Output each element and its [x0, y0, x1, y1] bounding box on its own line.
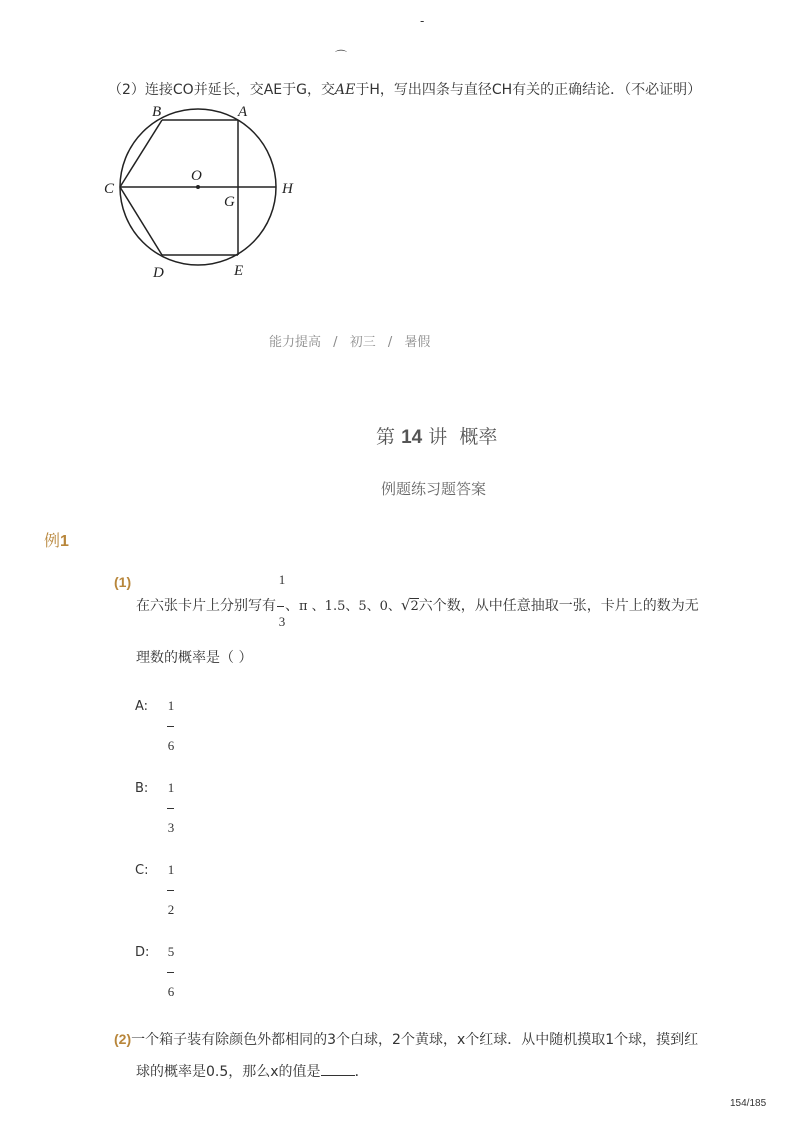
breadcrumb-item-1: 能力提高 — [269, 335, 322, 350]
option-d-denominator: 6 — [167, 984, 175, 999]
problem-1-line1 — [136, 595, 699, 615]
p1-text-c: 六个数，从中任意抽取一张，卡片上的数为无 — [418, 598, 699, 614]
problem-2-line2 — [136, 1061, 369, 1081]
lecture-topic: 概率 — [459, 426, 498, 448]
breadcrumb-separator: / — [333, 335, 338, 350]
option-c-denominator: 2 — [167, 902, 175, 917]
top-dash: - — [420, 14, 425, 28]
option-d-label: D: — [135, 945, 150, 960]
lecture-mid: 讲 — [428, 426, 448, 448]
breadcrumb-separator: / — [387, 335, 393, 350]
label-o: O — [191, 168, 202, 184]
arc-mark: ⌒ — [335, 49, 348, 63]
breadcrumb-item-3: 暑假 — [404, 335, 431, 350]
page-number: 154/185 — [730, 1098, 767, 1109]
option-d-fraction-bar — [167, 972, 174, 973]
option-c-label: C: — [135, 863, 149, 878]
p1-text-b: 、 — [285, 598, 299, 614]
option-a-numerator: 1 — [167, 698, 175, 713]
problem-1-number: (1) — [114, 574, 132, 590]
fraction-numerator: 1 — [278, 572, 286, 587]
example-prefix: 例 — [44, 531, 61, 550]
circle-geometry-figure — [100, 100, 300, 285]
label-d: D — [153, 265, 164, 281]
problem-2-number: (2) — [114, 1031, 132, 1047]
p1-math-list: π 、1.5、5、0、 — [299, 599, 401, 614]
option-b-numerator: 1 — [167, 780, 175, 795]
breadcrumb-item-2: 初三 — [349, 335, 376, 350]
fraction-denominator: 3 — [278, 614, 286, 629]
p1-text-a: 在六张卡片上分别写有 — [136, 598, 276, 614]
option-b-denominator: 3 — [167, 820, 175, 835]
problem-2-text: 一个箱子装有除颜色外都相同的3个白球，2个黄球，x个红球．从中随机摸取1个球，摸到红 — [131, 1032, 699, 1048]
problem-2-text-a: 球的概率是0.5，那么x的值是 — [136, 1064, 321, 1080]
option-b-label: B: — [135, 781, 149, 796]
problem-2-text-b: ． — [354, 1064, 369, 1080]
label-b: B — [152, 104, 162, 120]
option-c-fraction-bar — [167, 890, 174, 891]
lecture-number: 14 — [401, 427, 423, 448]
label-h: H — [282, 181, 293, 197]
option-d-numerator: 5 — [167, 944, 175, 959]
example-heading — [44, 528, 69, 551]
section-subtitle: 例题练习题答案 — [381, 480, 487, 498]
option-c-numerator: 1 — [167, 862, 175, 877]
label-c: C — [104, 181, 115, 197]
problem-2-line1 — [114, 1029, 698, 1049]
label-e: E — [234, 263, 244, 279]
chord-cd — [120, 187, 162, 255]
q2-prefix: （2）连接CO并延长，交AE于G，交 — [108, 82, 335, 98]
sqrt-radicand: 2 — [410, 599, 419, 614]
lecture-prefix: 第 — [376, 426, 396, 448]
label-g: G — [224, 194, 235, 210]
question-2-text — [108, 79, 701, 99]
option-a-denominator: 6 — [167, 738, 175, 753]
q2-suffix: 于H，写出四条与直径CH有关的正确结论．（不必证明） — [355, 82, 702, 98]
lecture-title — [376, 422, 497, 449]
example-number: 1 — [60, 533, 69, 550]
chord-cb — [120, 120, 162, 187]
answer-blank[interactable] — [321, 1061, 355, 1076]
label-a: A — [238, 104, 248, 120]
option-a-fraction-bar — [167, 726, 174, 727]
problem-1-line2: 理数的概率是（ ） — [136, 650, 253, 666]
sqrt-symbol: √ — [400, 596, 411, 614]
center-point — [196, 185, 200, 189]
fraction-bar — [277, 606, 284, 607]
q2-ae-italic: AE — [334, 82, 356, 98]
option-b-fraction-bar — [167, 808, 174, 809]
option-a-label: A: — [135, 699, 149, 714]
breadcrumb — [269, 331, 430, 350]
